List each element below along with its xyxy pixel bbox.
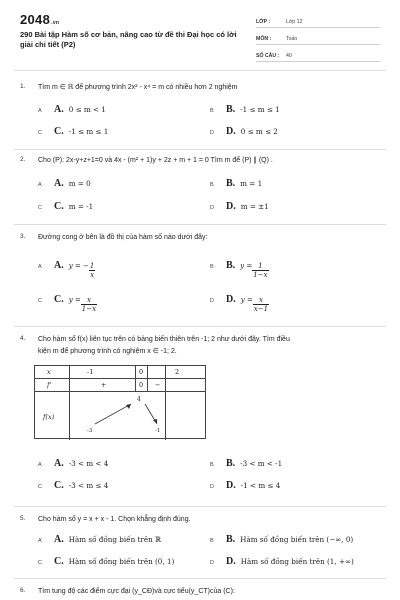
option-letter: B.	[226, 534, 236, 545]
logo-text: 2048	[20, 12, 51, 27]
option-body: -3 < m < -1	[240, 459, 283, 468]
meta-subject-row	[256, 31, 380, 45]
option-letter: C.	[54, 126, 64, 137]
option-a[interactable]	[38, 260, 95, 279]
meta-subject-value: Toán	[286, 36, 298, 42]
option-key: B	[210, 182, 214, 188]
option-letter: C.	[54, 480, 64, 491]
option-body: Hàm số đồng biến trên ℝ	[68, 535, 161, 544]
meta-count-label: SỐ CÂU :	[256, 53, 280, 59]
option-key: C	[38, 560, 42, 566]
table-arrows	[35, 366, 207, 440]
option-d[interactable]	[210, 556, 354, 567]
divider	[14, 224, 386, 225]
question-text: Tìm tung độ các điểm cực đại (y_CĐ)và cực tiểu(y_CT)của (C):	[38, 588, 235, 595]
option-b[interactable]	[210, 260, 269, 279]
option-key: A	[38, 462, 42, 468]
option-b[interactable]	[210, 104, 280, 115]
option-key: B	[210, 538, 214, 544]
option-a[interactable]	[38, 458, 108, 469]
option-letter: B.	[226, 260, 236, 271]
option-fraction	[81, 296, 97, 313]
question-6	[20, 586, 380, 598]
meta-count-row	[256, 48, 380, 62]
option-key: A	[38, 108, 42, 114]
table-x-value: 2	[175, 368, 180, 376]
option-d[interactable]	[210, 201, 269, 212]
option-key: B	[210, 462, 214, 468]
question-3	[20, 232, 380, 322]
option-body: Hàm số đồng biến trên (−∞, 0)	[240, 535, 354, 544]
divider	[14, 326, 386, 327]
option-body: m = 1	[240, 179, 263, 188]
fraction-numerator: 1	[258, 262, 263, 270]
question-number: 5.	[20, 515, 26, 522]
option-body: Hàm số đồng biến trên (0, 1)	[68, 557, 175, 566]
option-d[interactable]	[210, 294, 269, 313]
option-key: B	[210, 264, 214, 270]
meta-subject-label: MÔN :	[256, 36, 272, 42]
option-letter: A.	[54, 104, 64, 115]
option-a[interactable]	[38, 534, 161, 545]
option-body: m = 0	[68, 179, 91, 188]
option-key: C	[38, 484, 42, 490]
option-body: -1 ≤ m ≤ 1	[240, 105, 280, 114]
option-letter: C.	[54, 556, 64, 567]
table-f-value: 4	[137, 396, 141, 403]
question-number: 1.	[20, 83, 26, 90]
question-number: 6.	[20, 587, 26, 594]
option-letter: A.	[54, 458, 64, 469]
question-text: Đường cong ở bên là đồ thị của hàm số nào dưới đây:	[38, 234, 208, 241]
option-letter: D.	[226, 201, 236, 212]
divider	[14, 578, 386, 579]
table-x-value: 0	[139, 368, 144, 376]
table-fprime-sign: +	[101, 381, 107, 389]
question-text-line-2: kiện m để phương trình có nghiệm x ∈ -1; 2.	[38, 348, 177, 355]
option-body: -3 < m < 4	[68, 459, 109, 468]
option-key: C	[38, 205, 42, 211]
fraction-numerator: x	[258, 296, 263, 304]
option-letter: C.	[54, 294, 64, 305]
option-key: A	[38, 538, 42, 544]
site-logo[interactable]	[20, 12, 59, 27]
option-c[interactable]	[38, 201, 93, 212]
option-key: D	[210, 484, 214, 490]
option-key: A	[38, 182, 42, 188]
table-fprime-sign: −	[155, 381, 161, 389]
option-body: m = ±1	[240, 202, 269, 211]
fraction-numerator: 1	[89, 262, 95, 270]
option-body: -1 ≤ m ≤ 1	[68, 127, 109, 136]
option-letter: D.	[226, 126, 236, 137]
option-key: A	[38, 264, 42, 270]
table-f-value: -3	[87, 428, 93, 434]
document-title: 290 Bài tập Hàm số cơ bản, nâng cao từ đề thi Đại học có lời giải chi tiết (P2)	[20, 30, 237, 49]
fraction-denominator: x	[90, 271, 95, 279]
option-key: B	[210, 108, 214, 114]
document-meta	[256, 14, 380, 65]
table-fprime-zero: 0	[139, 381, 144, 389]
table-f-value: -1	[155, 428, 161, 434]
option-body: -3 < m ≤ 4	[68, 481, 109, 490]
divider	[14, 70, 386, 71]
question-text: Tìm m ∈ ℝ để phương trình 2x² - x⁴ = m có nhiều hơn 2 nghiệm	[38, 84, 238, 91]
option-d[interactable]	[210, 480, 280, 491]
table-f-label: f(x)	[43, 413, 55, 421]
increase-arrow	[95, 404, 131, 424]
meta-count-value: 40	[286, 53, 292, 59]
fraction-denominator: x−1	[253, 305, 269, 313]
option-letter: A.	[54, 178, 64, 189]
question-number: 4.	[20, 335, 26, 342]
option-b[interactable]	[210, 458, 282, 469]
option-c[interactable]	[38, 294, 97, 313]
question-text: Cho hàm số f(x) liên tục trên có bảng biến thiên trên -1; 2 như dưới đây. Tìm điều	[38, 336, 290, 343]
table-x-label: x	[47, 368, 51, 376]
meta-class-label: LỚP :	[256, 19, 271, 25]
question-5	[20, 514, 380, 574]
option-key: C	[38, 298, 42, 304]
option-c[interactable]	[38, 126, 108, 137]
meta-class-row	[256, 14, 380, 28]
question-2	[20, 155, 380, 219]
option-a[interactable]	[38, 178, 91, 189]
option-body: -1 < m ≤ 4	[240, 481, 281, 490]
option-b[interactable]	[210, 534, 353, 545]
table-fprime-label: f'	[47, 381, 52, 389]
option-d[interactable]	[210, 126, 278, 137]
option-key: C	[38, 130, 42, 136]
option-body: m = -1	[68, 202, 94, 211]
option-letter: D.	[226, 480, 236, 491]
option-fraction	[253, 296, 269, 313]
option-lhs: y =	[68, 296, 81, 304]
option-letter: A.	[54, 260, 64, 271]
option-letter: A.	[54, 534, 64, 545]
option-body: Hàm số đồng biến trên (1, +∞)	[240, 557, 354, 566]
question-4-options	[20, 458, 380, 498]
option-letter: D.	[226, 294, 236, 305]
variation-table	[34, 365, 206, 439]
option-c[interactable]	[38, 556, 174, 567]
option-lhs: y =	[240, 262, 253, 270]
divider	[14, 149, 386, 150]
option-fraction	[252, 262, 268, 279]
fraction-numerator: x	[86, 296, 91, 304]
option-key: D	[210, 205, 214, 211]
option-letter: B.	[226, 458, 236, 469]
arrow-head	[153, 419, 157, 424]
question-text: Cho hàm số y = x + x - 1. Chọn khẳng định đúng.	[38, 516, 191, 523]
divider	[14, 506, 386, 507]
option-key: D	[210, 560, 214, 566]
option-lhs: y = −	[68, 262, 89, 270]
document-header	[0, 0, 400, 68]
option-lhs: y =	[240, 296, 253, 304]
option-letter: C.	[54, 201, 64, 212]
option-fraction	[89, 262, 95, 279]
option-c[interactable]	[38, 480, 108, 491]
meta-class-value: Lớp 12	[286, 19, 303, 25]
option-body: 0 ≤ m < 1	[68, 105, 106, 114]
option-letter: B.	[226, 104, 236, 115]
option-b[interactable]	[210, 178, 262, 189]
question-1	[20, 82, 380, 144]
question-number: 3.	[20, 233, 26, 240]
question-number: 2.	[20, 156, 26, 163]
option-key: D	[210, 298, 214, 304]
option-body: 0 ≤ m ≤ 2	[240, 127, 278, 136]
fraction-denominator: 1−x	[81, 305, 97, 313]
question-text: Cho (P): 2x-y+z+1=0 và 4x - (m² + 1)y + 2z + m + 1 = 0 Tìm m để (P) ∥ (Q) .	[38, 157, 273, 164]
logo-suffix: .vn	[51, 20, 60, 26]
option-letter: D.	[226, 556, 236, 567]
option-key: D	[210, 130, 214, 136]
option-letter: B.	[226, 178, 236, 189]
fraction-denominator: 1−x	[253, 271, 268, 279]
option-a[interactable]	[38, 104, 106, 115]
table-x-value: -1	[87, 368, 94, 376]
question-4	[20, 334, 380, 364]
